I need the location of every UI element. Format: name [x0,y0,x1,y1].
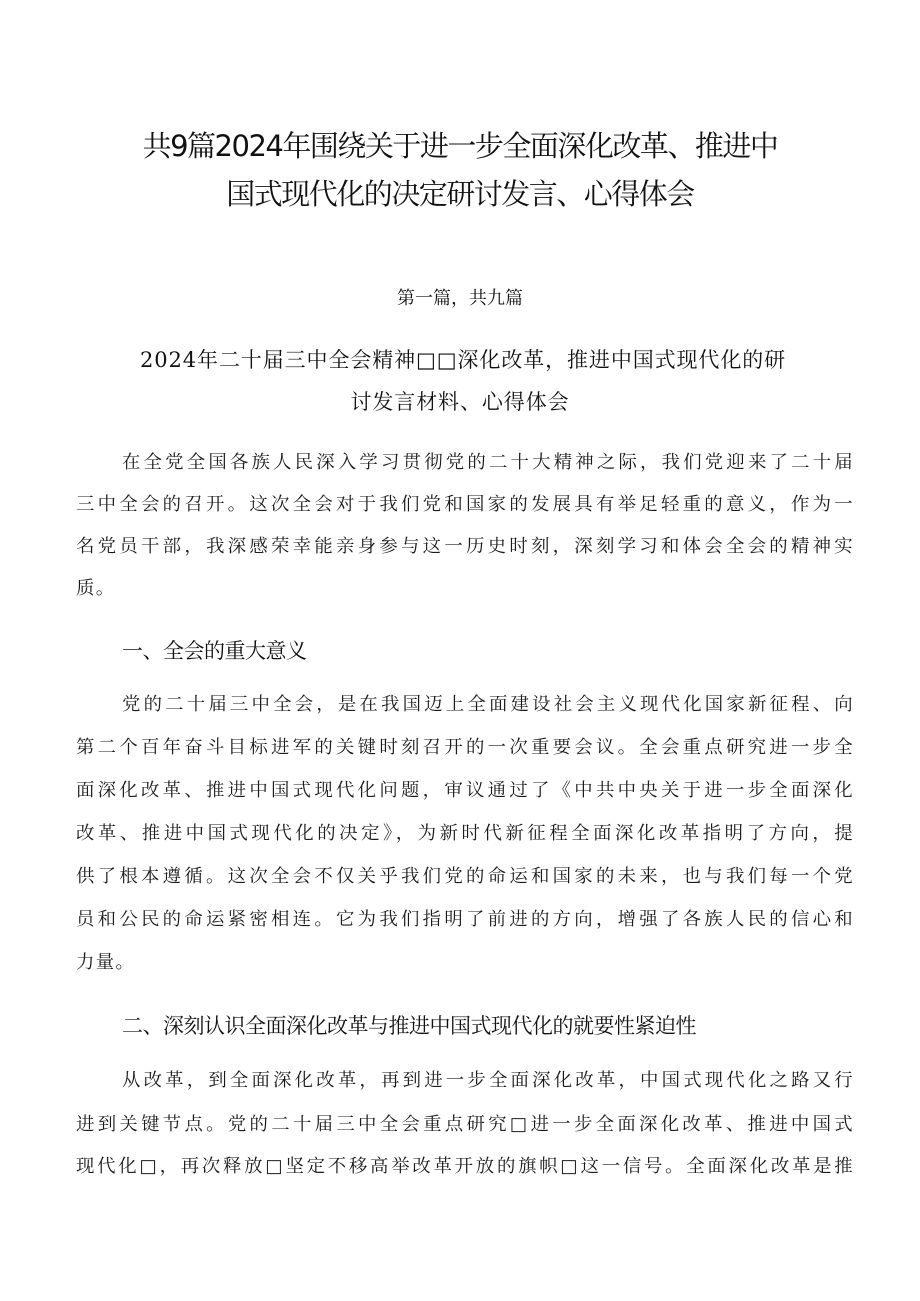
subtitle-line-2: 讨发言材料、心得体会 [350,390,570,414]
paragraph-3-line: 现代化□，再次释放□坚定不移高举改革开放的旗帜□这一信号。全面深化改革是推 [76,1156,854,1177]
paragraph-1-line: 在全党全国各族人民深入学习贯彻党的二十大精神之际，我们党迎来了二十届 [122,452,854,473]
paragraph-2-line: 面深化改革、推进中国式现代化问题，审议通过了《中共中央关于进一步全面深化 [76,780,854,801]
paragraph-2-line: 力量。 [76,952,136,973]
paragraph-1-line: 三中全会的召开。这次全会对于我们党和国家的发展具有举足轻重的意义，作为一 [76,494,854,515]
section-heading-2: 二、深刻认识全面深化改革与推进中国式现代化的就要性紧迫性 [122,1014,696,1038]
paragraph-2-line: 党的二十届三中全会，是在我国迈上全面建设社会主义现代化国家新征程、向 [122,694,854,715]
document-title-line-2: 国式现代化的决定研讨发言、心得体会 [226,177,694,211]
paragraph-1-line: 名党员干部，我深感荣幸能亲身参与这一历史时刻，深刻学习和体会全会的精神实 [76,536,854,557]
paragraph-2-line: 供了根本遵循。这次全会不仅关乎我们党的命运和国家的未来，也与我们每一个党 [76,866,854,887]
section-heading-1: 一、全会的重大意义 [122,639,307,663]
paragraph-2-line: 员和公民的命运紧密相连。它为我们指明了前进的方向，增强了各族人民的信心和 [76,909,854,930]
paragraph-1-line: 质。 [76,578,116,599]
subtitle-line-1: 2024年二十届三中全会精神□□深化改革，推进中国式现代化的研 [140,348,787,372]
paragraph-3-line: 进到关键节点。党的二十届三中全会重点研究□进一步全面深化改革、推进中国式 [76,1114,854,1135]
paragraph-2-line: 第二个百年奋斗目标进军的关键时刻召开的一次重要会议。全会重点研究进一步全 [76,737,854,758]
document-title-line-1: 共9篇2024年围绕关于进一步全面深化改革、推进中 [142,129,778,163]
paragraph-2-line: 改革、推进中国式现代化的决定》，为新时代新征程全面深化改革指明了方向，提 [76,823,854,844]
paragraph-3-line: 从改革，到全面深化改革，再到进一步全面深化改革，中国式现代化之路又行 [122,1070,854,1091]
section-label: 第一篇，共九篇 [397,288,523,309]
